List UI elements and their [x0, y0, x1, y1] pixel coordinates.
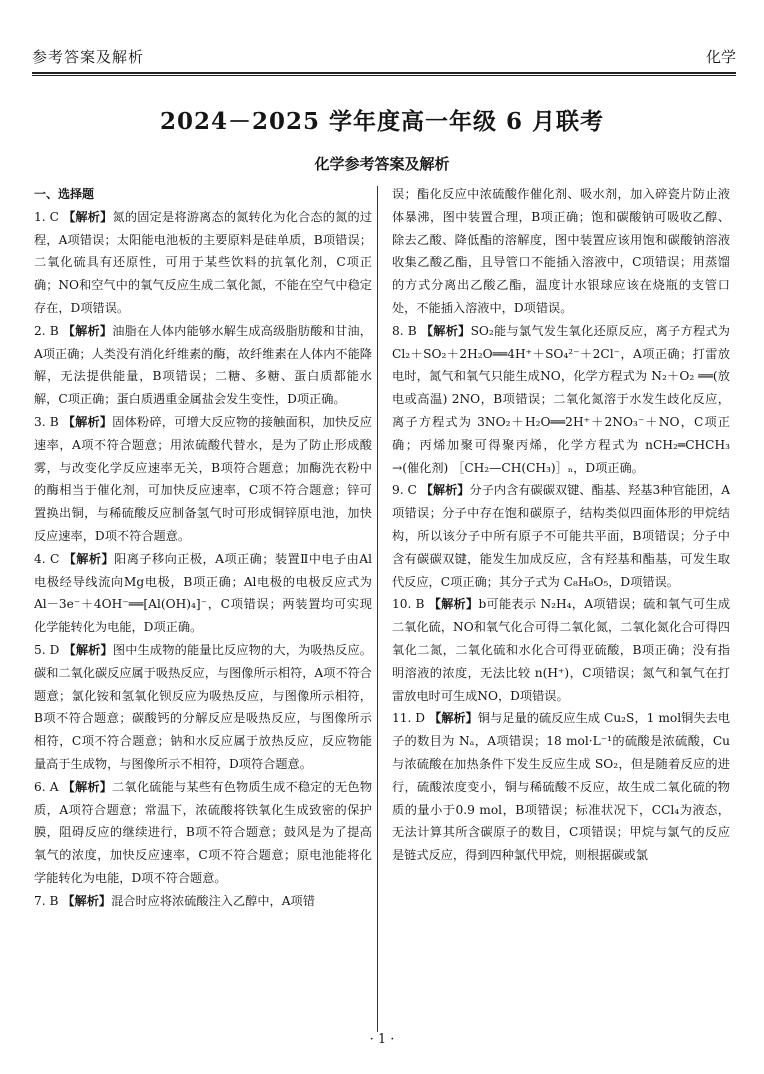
answer-item [34, 320, 372, 411]
answer-item [392, 183, 730, 320]
analysis-text: 误；酯化反应中浓硫酸作催化剂、吸水剂，加入碎瓷片防止液体暴沸，图中装置合理，B项正确；饱和碳酸钠可吸收乙醇、除去乙酸、降低酯的溶解度，图中装置应该用饱和碳酸钠溶液收集乙酸乙酯，且导管口不能插入溶液中，C项错误；用蒸馏的方式分离出乙酸乙酯，温度计水银球应该在烧瓶的支管口处，不能插入溶液中，D项错误。 [392, 187, 730, 315]
column-divider [377, 186, 378, 1032]
analysis-text: 混合时应将浓硫酸注入乙醇中，A项错 [111, 893, 315, 908]
answer-number: 7. B [34, 893, 63, 908]
answer-number: 11. D [392, 711, 429, 726]
analysis-tag: 【解析】 [62, 414, 113, 429]
analysis-tag: 【解析】 [62, 323, 113, 338]
page-title: 2024－2025 学年度高一年级 6 月联考 [159, 108, 605, 135]
analysis-text: 二氧化硫能与某些有色物质生成不稳定的无色物质，A项符合题意；常温下，浓硫酸将铁氧化生成致密的保护膜，阻碍反应的继续进行，B项不符合题意；鼓风是为了提高氧气的浓度，加快反应速率，C项不符合题意；原电池能将化学能转化为电能，D项不符合题意。 [34, 779, 372, 885]
answer-item [34, 639, 372, 776]
answer-item [34, 206, 372, 320]
answer-number: 8. B [392, 323, 421, 338]
analysis-tag: 【解析】 [428, 597, 479, 612]
running-header [32, 42, 736, 68]
answer-number: 3. B [34, 414, 63, 429]
page-subtitle: 化学参考答案及解析 [314, 155, 450, 173]
answer-item [392, 320, 730, 480]
analysis-text: 氮的固定是将游离态的氮转化为化合态的氮的过程，A项错误；太阳能电池板的主要原料是硅单质，B项错误；二氧化硫具有还原性，可用于某些饮料的抗氧化剂，C项正确；NO和空气中的氧气反应生成二氧化氮，不能在空气中稳定存在，D项错误。 [34, 209, 372, 315]
analysis-tag: 【解析】 [420, 483, 470, 498]
analysis-text: 阳离子移向正极，A项正确；装置Ⅱ中电子由Al电极经导线流向Mg电极，B项正确；Al电极的电极反应式为 Al－3e⁻＋4OH⁻══[Al(OH)₄]⁻，C项错误；两装置均可实现化学能转化为电能，D项正确。 [34, 551, 372, 635]
analysis-tag: 【解析】 [63, 209, 113, 224]
answer-number: 2. B [34, 323, 63, 338]
answer-item [34, 411, 372, 548]
answer-number: 6. A [34, 779, 63, 794]
left-column [34, 183, 372, 1033]
answer-item [34, 548, 372, 639]
analysis-tag: 【解析】 [63, 551, 115, 566]
answer-item [34, 776, 372, 890]
analysis-text: 铜与足量的硫反应生成 Cu₂S，1 mol铜失去电子的数目为 Nₐ，A项错误；18 mol·L⁻¹的硫酸是浓硫酸，Cu与浓硫酸在加热条件下发生反应生成 SO₂，但是随着反应的进行，硫酸浓度变小，铜与稀硫酸不反应，故生成二氧化硫的物质的量小于0.9 mol，B项错误；标准状况下，CCl₄为液态，无法计算其所含碳原子的数目，C项错误；甲烷与氯气的反应是链式反应，得到四种氯代甲烷，则根据碳或氯 [392, 711, 730, 863]
header-left-text: 参考答案及解析 [32, 48, 145, 66]
analysis-tag: 【解析】 [62, 893, 112, 908]
left-answer-list [34, 206, 372, 913]
right-column [392, 183, 730, 1033]
answer-number: 5. D [34, 642, 64, 657]
page-number: · 1 · [369, 1032, 395, 1047]
analysis-text: b可能表示 N₂H₄，A项错误；硫和氧气可生成二氧化硫，NO和氧气化合可得二氧化氮，二氧化氮化合可得四氧化二氮，二氧化硫和水化合可得亚硫酸，B项正确；没有指明溶液的浓度，无法比较 n(H⁺)，C项错误；氮气和氧气在打雷放电时可生成NO，D项错误。 [392, 597, 730, 703]
analysis-tag: 【解析】 [420, 323, 471, 338]
section-heading: 一、选择题 [34, 187, 95, 201]
analysis-tag: 【解析】 [428, 711, 478, 726]
answer-item [392, 707, 730, 867]
answer-item [392, 479, 730, 593]
answer-number: 4. C [34, 551, 64, 566]
answer-number: 9. C [392, 483, 421, 498]
analysis-text: 油脂在人体内能够水解生成高级脂肪酸和甘油，A项正确；人类没有消化纤维素的酶，故纤维素在人体内不能降解，无法提供能量，B项错误；二糖、多糖、蛋白质都能水解，C项正确；蛋白质遇重金属盐会发生变性，D项正确。 [34, 323, 372, 407]
analysis-tag: 【解析】 [63, 642, 113, 657]
answer-item [392, 593, 730, 707]
answer-number: 1. C [34, 209, 64, 224]
analysis-text: SO₂能与氯气发生氧化还原反应，离子方程式为 Cl₂＋SO₂＋2H₂O══4H⁺＋SO₄²⁻＋2Cl⁻，A项正确；打雷放电时，氮气和氧气只能生成NO，化学方程式为 N₂＋O₂ ══(放电或高温) 2NO，B项错误；二氧化氮溶于水发生歧化反应，离子方程式为 3NO₂＋H₂O══2H⁺＋2NO₃⁻＋NO，C项正确；丙烯加聚可得聚丙烯，化学方程式为 nCH₂═CHCH₃ →(催化剂) ［CH₂—CH(CH₃)］ₙ，D项正确。 [392, 323, 730, 475]
analysis-text: 固体粉碎，可增大反应物的接触面积，加快反应速率，A项不符合题意；用浓硫酸代替水，是为了防止形成酸雾，与改变化学反应速率无关，B项符合题意；加酶洗衣粉中的酶相当于催化剂，可加快反应速率，C项不符合题意；锌可置换出铜，与稀硫酸反应制备氢气时可形成铜锌原电池，加快反应速率，D项不符合题意。 [34, 414, 372, 543]
analysis-text: 分子内含有碳碳双键、酯基、羟基3种官能团，A项错误；分子中存在饱和碳原子，结构类似四面体形的甲烷结构，所以该分子中所有原子不可能共平面，B项错误；分子中含有碳碳双键，能发生加成反应，含有羟基和酯基，可发生取代反应，C项正确；其分子式为 C₈H₈O₅，D项错误。 [392, 483, 730, 589]
header-rule [32, 72, 736, 74]
analysis-text: 图中生成物的能量比反应物的大，为吸热反应。碳和二氧化碳反应属于吸热反应，与图像所示相符，A项不符合题意；氯化铵和氢氧化钡反应为吸热反应，与图像所示相符，B项不符合题意；碳酸钙的分解反应是吸热反应，与图像所示相符，C项不符合题意；钠和水反应属于放热反应，反应物能量高于生成物，与图像所示不相符，D项符合题意。 [34, 642, 372, 771]
answer-number: 10. B [392, 597, 429, 612]
right-answer-list [392, 183, 730, 867]
analysis-tag: 【解析】 [62, 779, 113, 794]
answer-item [34, 890, 372, 913]
header-rule-thin [32, 75, 736, 76]
header-subject-text: 化学 [705, 48, 736, 66]
